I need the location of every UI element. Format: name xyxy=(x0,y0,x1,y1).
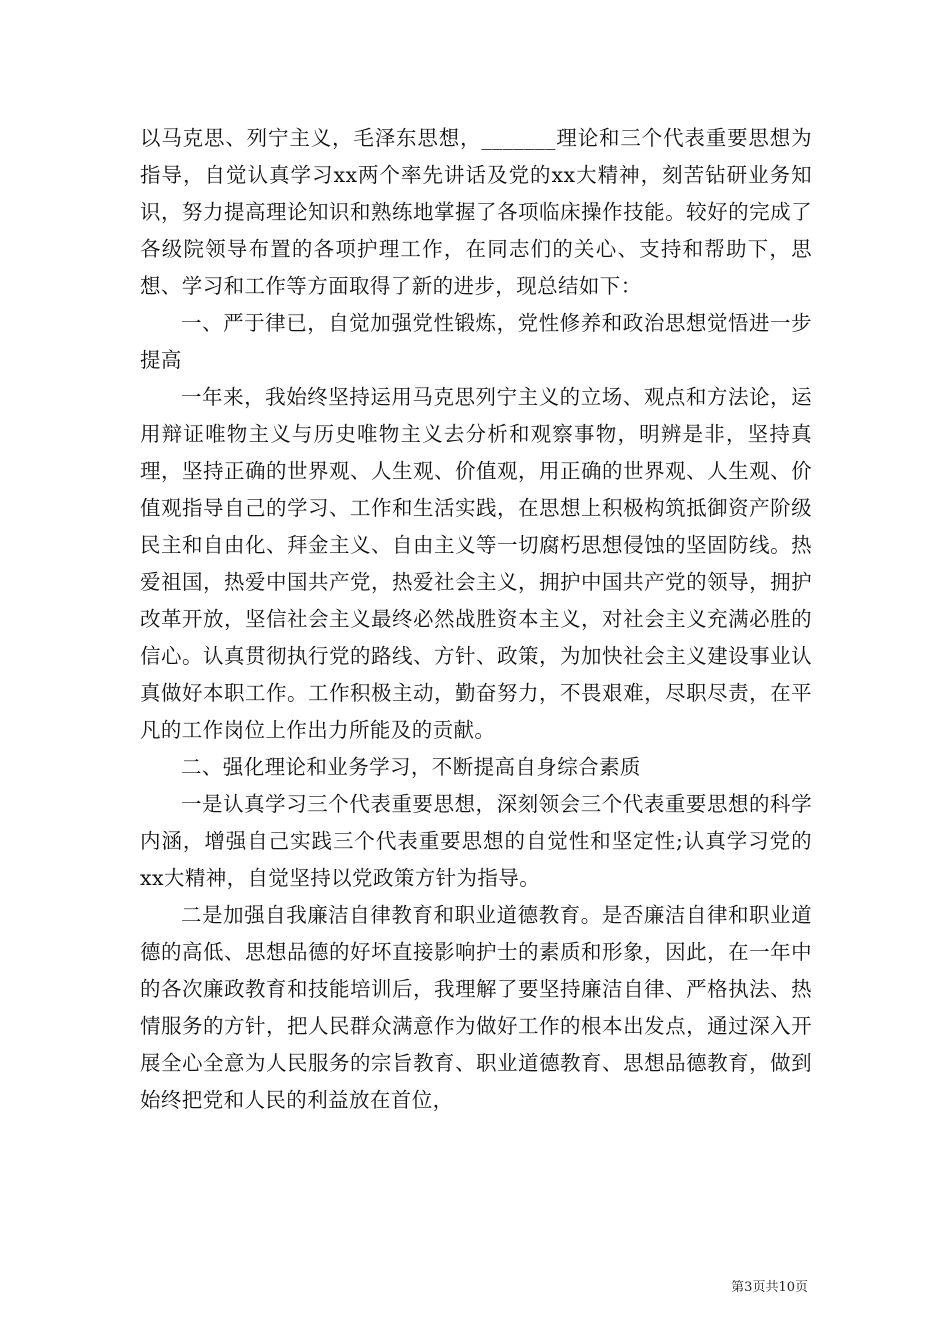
paragraph-point-1: 一是认真学习三个代表重要思想，深刻领会三个代表重要思想的科学内涵，增强自己实践三个代表重要思想的自觉性和坚定性;认真学习党的xx大精神，自觉坚持以党政策方针为指导。 xyxy=(140,792,812,890)
paragraph-point-2: 二是加强自我廉洁自律教育和职业道德教育。是否廉洁自律和职业道德的高低、思想品德的好坏直接影响护士的素质和形象，因此，在一年中的各次廉政教育和技能培训后，我理解了要坚持廉洁自律、严格执法、热情服务的方针，把人民群众满意作为做好工作的根本出发点，通过深入开展全心全意为人民服务的宗旨教育、职业道德教育、思想品德教育，做到始终把党和人民的利益放在首位， xyxy=(140,903,812,1112)
document-body xyxy=(140,120,812,1119)
section-heading-1: 一、严于律已，自觉加强党性锻炼，党性修养和政治思想觉悟进一步提高 xyxy=(140,311,812,372)
paragraph-section-1: 一年来，我始终坚持运用马克思列宁主义的立场、观点和方法论，运用辩证唯物主义与历史唯物主义去分析和观察事物，明辨是非，坚持真理，坚持正确的世界观、人生观、价值观，用正确的世界观、人生观、价值观指导自己的学习、工作和生活实践，在思想上积极构筑抵御资产阶级民主和自由化、拜金主义、自由主义等一切腐朽思想侵蚀的坚固防线。热爱祖国，热爱中国共产党，热爱社会主义，拥护中国共产党的领导，拥护改革开放，坚信社会主义最终必然战胜资本主义，对社会主义充满必胜的信心。认真贯彻执行党的路线、方针、政策，为加快社会主义建设事业认真做好本职工作。工作积极主动，勤奋努力，不畏艰难，尽职尽责，在平凡的工作岗位上作出力所能及的贡献。 xyxy=(140,385,812,742)
page-number: 第3页共10页 xyxy=(731,1280,808,1295)
section-heading-2: 二、强化理论和业务学习，不断提高自身综合素质 xyxy=(181,755,641,779)
paragraph-intro: 以马克思、列宁主义，毛泽东思想，_______理论和三个代表重要思想为指导，自觉认真学习xx两个率先讲话及党的xx大精神，刻苦钻研业务知识，努力提高理论知识和熟练地掌握了各项临床操作技能。较好的完成了各级院领导布置的各项护理工作，在同志们的关心、支持和帮助下，思想、学习和工作等方面取得了新的进步，现总结如下： xyxy=(140,126,812,298)
